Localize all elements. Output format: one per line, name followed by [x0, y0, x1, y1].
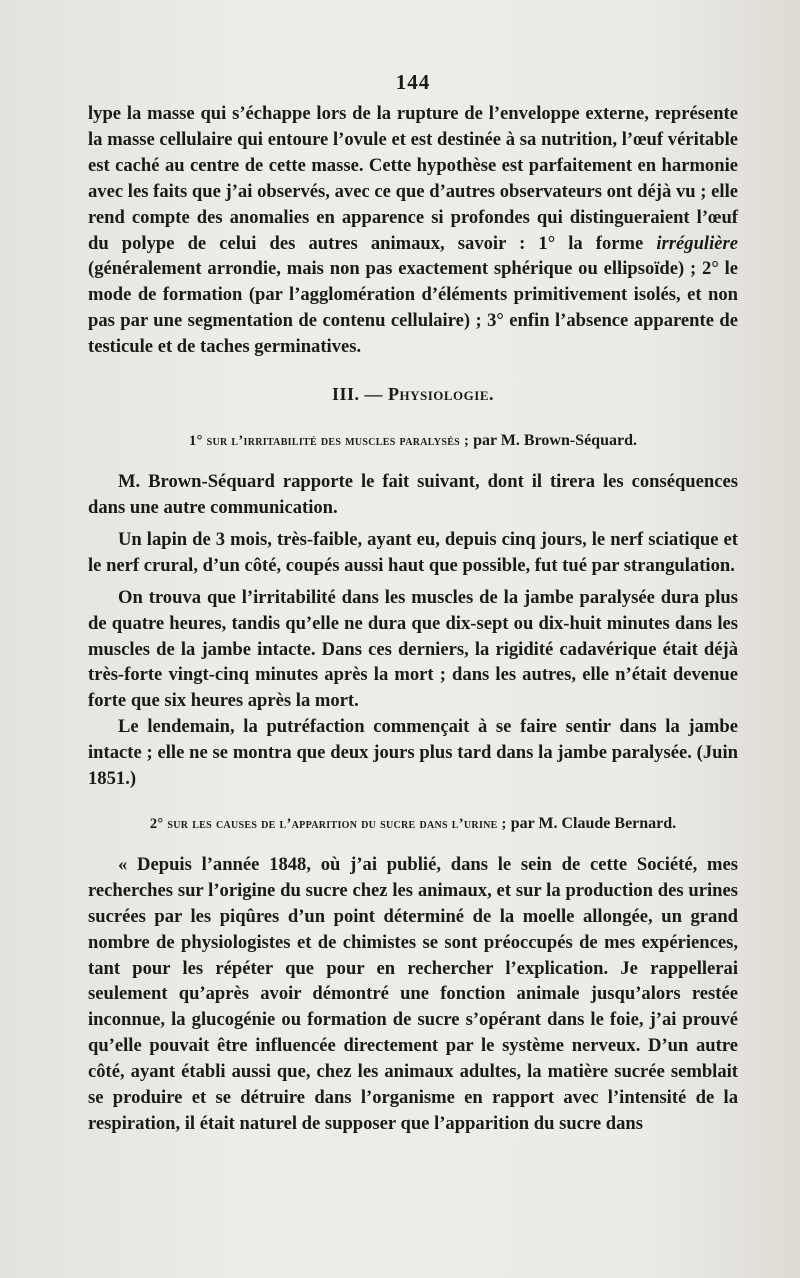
paragraph: M. Brown-Séquard rapporte le fait suivant, dont il tirera les conséquences dans une autre communication.	[88, 471, 738, 518]
subsection-1-author: par M. Brown-Séquard.	[469, 432, 637, 450]
subsection-1-heading	[88, 429, 738, 453]
paragraph: On trouva que l’irritabilité dans les muscles de la jambe paralysée dura plus de quatre heures, tandis qu’elle ne dura que dix-sept ou dix-huit minutes dans les muscles de la jambe intacte. Dans ces derniers, la rigidité cadavérique était déjà très-forte vingt-cinq minutes après la mort ; dans les autres, elle n’était devenue forte que six heures après la mort.	[88, 586, 738, 712]
intro-text-part2: (généralement arrondie, mais non pas exactement sphérique ou ellipsoïde) ; 2° le mode de formation (par l’agglomération d’éléments primitivement isolés, et non pas par une segmentation de contenu cellulaire) ; 3° enfin l’absence apparente de testicule et de taches germinatives.	[88, 258, 738, 358]
intro-text-part1: lype la masse qui s’échappe lors de la rupture de l’enveloppe externe, représente la masse cellulaire qui entoure l’ovule et est destinée à sa nutrition, l’œuf véritable est caché au centre de cette masse. Cette hypothèse est parfaitement en harmonie avec les faits que j’ai observés, avec ce que d’autres observateurs ont déjà vu ; elle rend compte des anomalies en apparence si profondes qui distingueraient l’œuf du polype de celui des autres animaux, savoir : 1° la forme	[88, 103, 738, 254]
subsection-2-heading	[88, 812, 738, 836]
paragraph: Un lapin de 3 mois, très-faible, ayant eu, depuis cinq jours, le nerf sciatique et le nerf crural, d’un côté, coupés aussi haut que possible, fut tué par strangulation.	[88, 528, 738, 576]
paragraph: « Depuis l’année 1848, où j’ai publié, dans le sein de cette Société, mes recherches sur l’origine du sucre chez les animaux, et sur la production des urines sucrées par les piqûres d’un point déterminé de la moelle allongée, un grand nombre de physiologistes et de chimistes se sont préoccupés de mes expériences, tant pour les répéter que pour en rechercher l’explication. Je rappellerai seulement qu’après avoir démontré une fonction animale jusqu’alors restée inconnue, la glucogénie ou formation de sucre s’opérant dans le foie, j’ai prouvé qu’elle pouvait être influencée directement par le système nerveux. D’un autre côté, ayant établi aussi que, chez les animaux adultes, la matière sucrée semblait se produire et se détruire dans l’organisme en rapport avec l’intensité de la respiration, il était naturel de supposer que l’apparition du sucre dans	[88, 853, 738, 1134]
subsection-1-title: 1° sur l’irritabilité des muscles paralysés ;	[189, 433, 470, 450]
paragraph: Le lendemain, la putréfaction commençait à se faire sentir dans la jambe intacte ; elle ne se montra que deux jours plus tard dans la jambe paralysée. (Juin 1851.)	[88, 716, 738, 790]
subsection-2-author: par M. Claude Bernard.	[506, 814, 677, 832]
section-numeral: III. —	[331, 384, 388, 405]
subsection-2-title: 2° sur les causes de l’apparition du sucre dans l’urine ;	[149, 815, 507, 832]
intro-paragraph	[88, 101, 738, 360]
section-heading	[88, 384, 738, 405]
section-title: Physiologie.	[387, 384, 495, 405]
page-number: 144	[395, 70, 431, 94]
intro-italic-word: irrégulière	[656, 232, 738, 254]
